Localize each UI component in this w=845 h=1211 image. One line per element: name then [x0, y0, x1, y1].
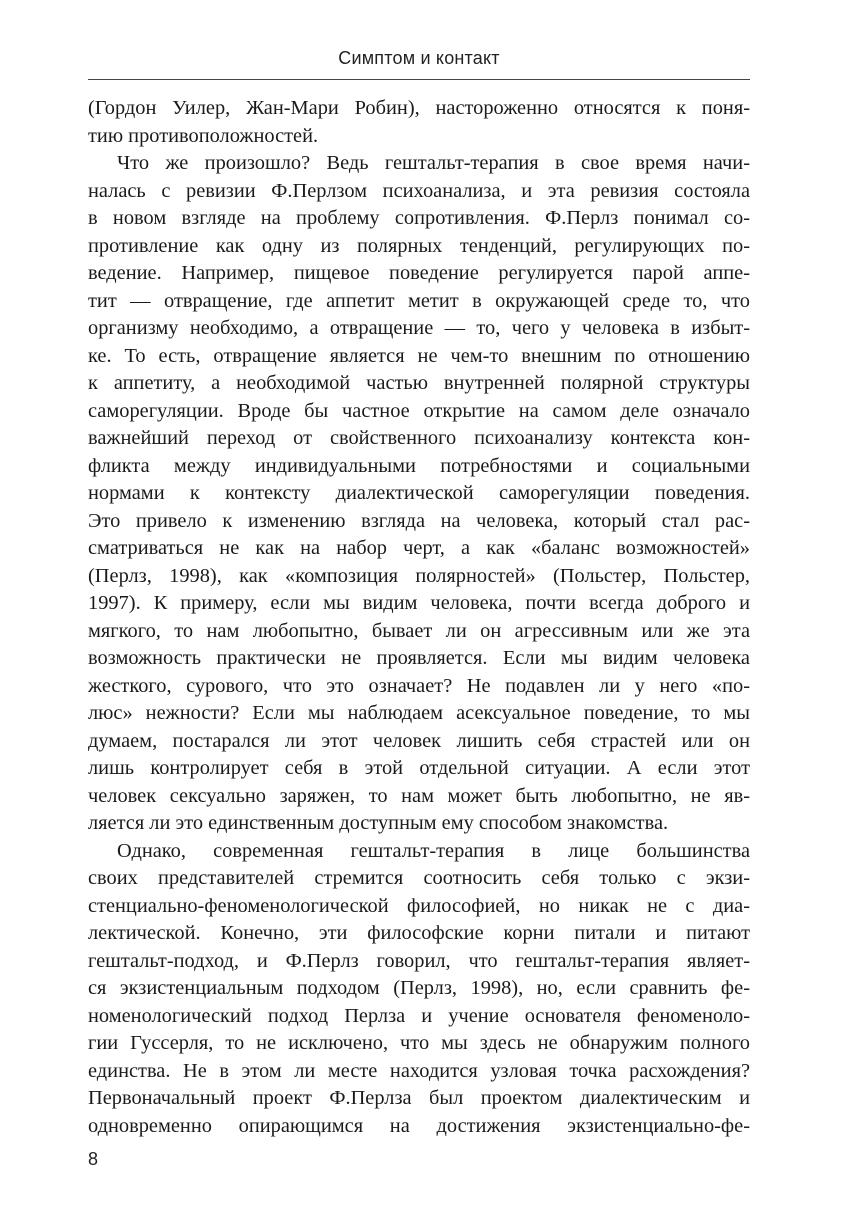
- text-line: ведение. Например, пищевое поведение регулируется парой аппе-: [88, 262, 750, 284]
- text-line: человек сексуально заряжен, то нам может быть любопытно, не яв-: [88, 784, 750, 807]
- text-line: номенологический подход Перлза и учение основателя феноменоло-: [88, 1004, 750, 1027]
- text-line: Это привело к изменению взгляда на человека, который стал рас-: [88, 509, 750, 532]
- text-line: единства. Не в этом ли месте находится узловая точка расхождения?: [88, 1059, 750, 1082]
- text-line: сматриваться не как на набор черт, а как «баланс возможностей»: [88, 537, 750, 559]
- text-line: к аппетиту, а необходимой частью внутренней полярной структуры: [88, 372, 750, 394]
- text-line: ке. То есть, отвращение является не чем-то внешним по отношению: [88, 344, 750, 367]
- text-line: возможность практически не проявляется. Если мы видим человека: [88, 647, 750, 669]
- text-line: думаем, постарался ли этот человек лишить себя страстей или он: [88, 729, 750, 752]
- text-line: гештальт-подход, и Ф.Перлз говорил, что гештальт-терапия являет-: [88, 949, 750, 972]
- text-line: противление как одну из полярных тенденций, регулирующих по-: [88, 234, 750, 257]
- text-line: 1997). К примеру, если мы видим человека, почти всегда доброго и: [88, 592, 750, 614]
- text-line: в новом взгляде на проблему сопротивления. Ф.Перлз понимал со-: [88, 207, 750, 229]
- text-line: нормами к контексту диалектической саморегуляции поведения.: [88, 482, 750, 504]
- text-line: Первоначальный проект Ф.Перлза был проектом диалектическим и: [88, 1087, 750, 1109]
- page-number: 8: [88, 1149, 99, 1169]
- text-line: лектической. Конечно, эти философские корни питали и питают: [88, 922, 750, 944]
- text-line: одновременно опирающимся на достижения экзистенциально-фе-: [88, 1114, 750, 1137]
- text-line: мягкого, то нам любопытно, бывает ли он агрессивным или же эта: [88, 619, 750, 642]
- text-line: организму необходимо, а отвращение — то, чего у человека в избыт-: [88, 317, 750, 339]
- text-line: стенциально-феноменологической философией, но никак не с диа-: [88, 894, 750, 917]
- text-line: ляется ли это единственным доступным ему способом знакомства.: [88, 812, 669, 834]
- text-line: люс» нежности? Если мы наблюдаем асексуальное поведение, то мы: [88, 702, 750, 724]
- body-text: [88, 95, 750, 1140]
- text-line: жесткого, сурового, что это означает? Не подавлен ли у него «по-: [88, 674, 750, 697]
- text-line: (Перлз, 1998), как «композиция полярностей» (Польстер, Польстер,: [88, 564, 750, 587]
- text-line: тит — отвращение, где аппетит метит в окружающей среде то, что: [88, 289, 750, 312]
- text-line: Однако, современная гештальт-терапия в лице большинства: [117, 839, 750, 862]
- running-header: Симптом и контакт: [338, 48, 500, 68]
- text-line: фликта между индивидуальными потребностями и социальными: [88, 454, 750, 477]
- header-divider: [88, 79, 750, 80]
- text-line: тию противоположностей.: [88, 124, 319, 147]
- text-line: ся экзистенциальным подходом (Перлз, 1998), но, если сравнить фе-: [88, 977, 750, 999]
- text-line: гии Гуссерля, то не исключено, что мы здесь не обнаружим полного: [88, 1032, 750, 1054]
- text-line: Что же произошло? Ведь гештальт-терапия в свое время начи-: [117, 152, 750, 174]
- text-line: важнейший переход от свойственного психоанализу контекста кон-: [88, 427, 750, 449]
- text-line: своих представителей стремится соотносить себя только с экзи-: [88, 867, 750, 889]
- text-line: лишь контролирует себя в этой отдельной ситуации. А если этот: [88, 757, 750, 779]
- text-line: саморегуляции. Вроде бы частное открытие на самом деле означало: [88, 399, 750, 422]
- text-line: налась с ревизии Ф.Перлзом психоанализа, и эта ревизия состояла: [88, 179, 750, 202]
- text-line: (Гордон Уилер, Жан-Мари Робин), настороженно относятся к поня-: [88, 97, 750, 119]
